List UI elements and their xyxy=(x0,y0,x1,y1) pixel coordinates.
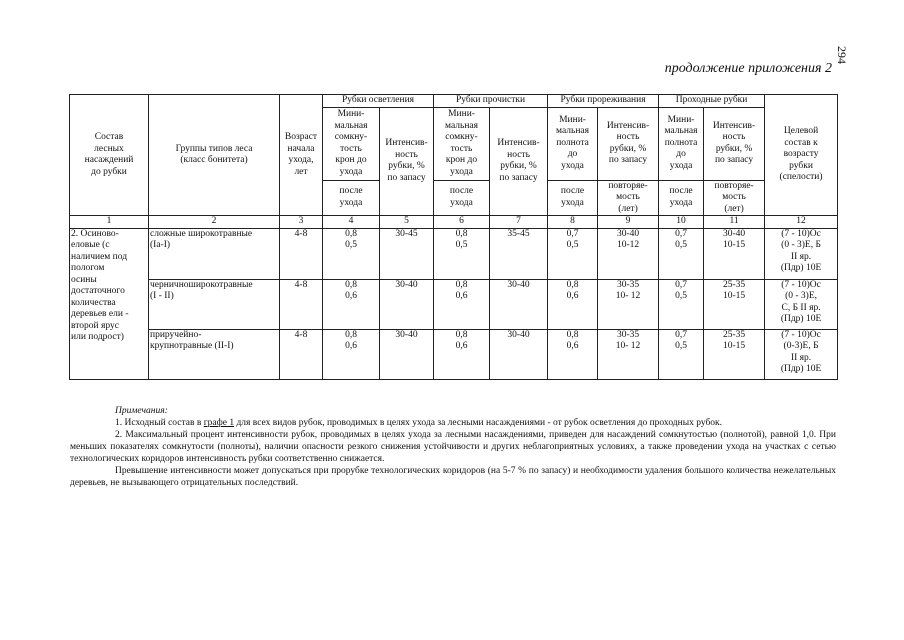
table-header-row-1 xyxy=(70,95,838,108)
table-cell: 30-40 xyxy=(490,329,548,379)
table-cell: 0,8 0,5 xyxy=(434,228,490,279)
table-cell: 25-35 10-15 xyxy=(704,329,765,379)
column-1-link[interactable]: графе 1 xyxy=(203,418,235,428)
target-composition-cell: (7 - 10)Ос (0 - 3)Е, С, Б II яр. (Пдр) 10Е xyxy=(765,279,838,329)
column-number: 5 xyxy=(380,216,434,229)
header-group-cleaning-cutting: Рубки прочистки xyxy=(434,95,548,108)
header-repeatability: повторяе- мость (лет) xyxy=(598,180,659,216)
header-target-composition: Целевой состав к возрасту рубки (спелости) xyxy=(765,95,838,216)
note-1-text: для всех видов рубок, проводимых в целях ухода за лесными насаждениями - от рубок осветления до проходных рубок. xyxy=(234,418,723,428)
table-cell: 30-40 xyxy=(490,279,548,329)
table-cell: 0,8 0,6 xyxy=(323,279,380,329)
column-number: 1 xyxy=(70,216,149,229)
target-composition-cell: (7 - 10)Ос (0 - 3)Е, Б II яр. (Пдр) 10Е xyxy=(765,228,838,279)
table-cell: 35-45 xyxy=(490,228,548,279)
table-cell: 0,8 0,6 xyxy=(434,329,490,379)
header-min-closure: Мини- мальная сомкну- тость крон до ухода xyxy=(434,107,490,180)
column-number: 11 xyxy=(704,216,765,229)
page-number: 294 xyxy=(835,46,849,64)
column-number: 3 xyxy=(280,216,323,229)
thinning-norms-table xyxy=(69,94,838,380)
header-repeatability: повторяе- мость (лет) xyxy=(704,180,765,216)
appendix-continuation-note: продолжение приложения 2 xyxy=(664,61,832,76)
forest-type-cell: сложные широкотравные (Iа-I) xyxy=(149,228,280,279)
header-intensity: Интенсив- ность рубки, % по запасу xyxy=(490,107,548,216)
note-1 xyxy=(70,417,836,429)
table-cell: 0,8 0,6 xyxy=(548,329,598,379)
column-number: 8 xyxy=(548,216,598,229)
note-2: 2. Максимальный процент интенсивности рубок, проводимых в целях ухода за лесными насаждениями, приведен для насаждений сомкнутостью (полнотой), равной 1,0. При меньших показателях сомкнутости (полноты), наличии опасности резкого снижения устойчивости и других неблагоприятных условиях, а также проведении ухода на участках с сетью технологических коридоров интенсивность рубки соответственно снижается. xyxy=(70,430,836,464)
notes-title: Примечания: xyxy=(115,406,168,416)
header-intensity: Интенсив- ность рубки, % по запасу xyxy=(380,107,434,216)
header-min-density: Мини- мальная полнота до ухода xyxy=(659,107,704,180)
header-after-care: после ухода xyxy=(659,180,704,216)
header-forest-types: Группы типов леса (класс бонитета) xyxy=(149,95,280,216)
table-row xyxy=(70,329,838,379)
header-min-closure: Мини- мальная сомкну- тость крон до ухода xyxy=(323,107,380,180)
note-1-text: 1. Исходный состав в xyxy=(115,418,204,428)
header-after-care: после ухода xyxy=(323,180,380,216)
column-number-row xyxy=(70,216,838,229)
table-cell: 30-40 10-12 xyxy=(598,228,659,279)
column-number: 7 xyxy=(490,216,548,229)
header-after-care: после ухода xyxy=(548,180,598,216)
table-cell: 30-40 xyxy=(380,279,434,329)
start-age-cell: 4-8 xyxy=(280,228,323,279)
header-group-light-cutting: Рубки осветления xyxy=(323,95,434,108)
column-number: 2 xyxy=(149,216,280,229)
column-number: 12 xyxy=(765,216,838,229)
table-cell: 0,8 0,6 xyxy=(548,279,598,329)
header-group-passage-cutting: Проходные рубки xyxy=(659,95,765,108)
header-group-thinning: Рубки прореживания xyxy=(548,95,659,108)
header-after-care: после ухода xyxy=(434,180,490,216)
column-number: 10 xyxy=(659,216,704,229)
table-cell: 0,8 0,5 xyxy=(323,228,380,279)
header-composition: Состав лесных насаждений до рубки xyxy=(70,95,149,216)
table-cell: 0,7 0,5 xyxy=(659,228,704,279)
table-cell: 25-35 10-15 xyxy=(704,279,765,329)
start-age-cell: 4-8 xyxy=(280,279,323,329)
table-cell: 0,7 0,5 xyxy=(659,279,704,329)
table-cell: 30-35 10- 12 xyxy=(598,279,659,329)
forest-type-cell: черничноширокотравные (I - II) xyxy=(149,279,280,329)
notes-section xyxy=(70,405,836,489)
column-number: 4 xyxy=(323,216,380,229)
table-row xyxy=(70,228,838,279)
target-composition-cell: (7 - 10)Ос (0-3)Е, Б II яр. (Пдр) 10Е xyxy=(765,329,838,379)
header-min-density: Мини- мальная полнота до ухода xyxy=(548,107,598,180)
table-cell: 0,8 0,6 xyxy=(434,279,490,329)
note-3: Превышение интенсивности может допускаться при прорубке технологических коридоров (на 5-7 % по запасу) и необходимости удаления большого количества нежелательных деревьев, не вызывающего отрицательных последствий. xyxy=(70,466,836,488)
table-cell: 30-40 xyxy=(380,329,434,379)
table-cell: 0,8 0,6 xyxy=(323,329,380,379)
table-cell: 0,7 0,5 xyxy=(659,329,704,379)
table-cell: 30-45 xyxy=(380,228,434,279)
start-age-cell: 4-8 xyxy=(280,329,323,379)
composition-cell: 2. Осиново- еловые (с наличием под пологом осины достаточного количества деревьев ели - второй ярус или подрост) xyxy=(70,228,149,379)
column-number: 6 xyxy=(434,216,490,229)
table-cell: 30-40 10-15 xyxy=(704,228,765,279)
header-start-age: Возраст начала ухода, лет xyxy=(280,95,323,216)
column-number: 9 xyxy=(598,216,659,229)
forest-type-cell: приручейно- крупнотравные (II-I) xyxy=(149,329,280,379)
header-intensity: Интенсив- ность рубки, % по запасу xyxy=(598,107,659,180)
table-row xyxy=(70,279,838,329)
header-intensity: Интенсив- ность рубки, % по запасу xyxy=(704,107,765,180)
table-cell: 30-35 10- 12 xyxy=(598,329,659,379)
table-cell: 0,7 0,5 xyxy=(548,228,598,279)
